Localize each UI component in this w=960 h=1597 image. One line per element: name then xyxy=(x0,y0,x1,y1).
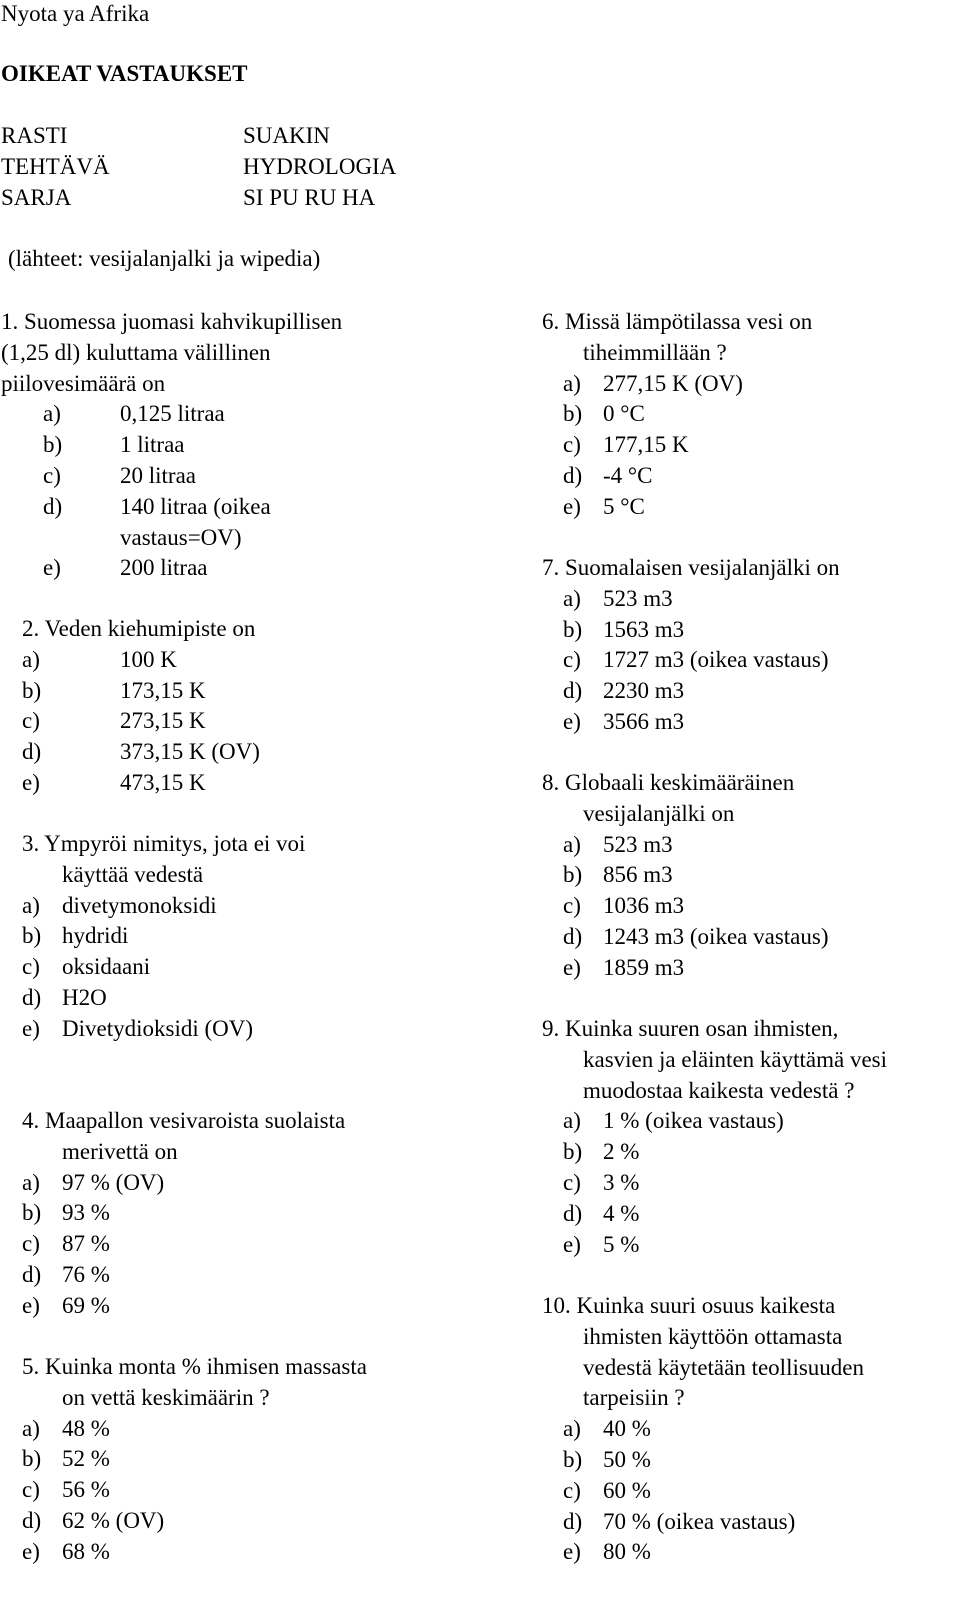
option-text: 140 litraa (oikea xyxy=(120,494,271,519)
option-letter: e) xyxy=(563,494,581,519)
question-10-text: vedestä käytetään teollisuuden xyxy=(583,1355,865,1380)
option-text: divetymonoksidi xyxy=(62,893,217,918)
question-10-text: ihmisten käyttöön ottamasta xyxy=(583,1324,843,1349)
option-text: 3 % xyxy=(603,1170,640,1195)
option-letter: a) xyxy=(563,1416,581,1441)
option-letter: a) xyxy=(43,401,61,426)
option-text: 50 % xyxy=(603,1447,651,1472)
option-text: 523 m3 xyxy=(603,832,673,857)
option-text: 523 m3 xyxy=(603,586,673,611)
option-letter: c) xyxy=(563,647,581,672)
option-letter: d) xyxy=(563,1201,583,1226)
option-letter: c) xyxy=(22,954,40,979)
option-letter: b) xyxy=(22,678,42,703)
option-letter: b) xyxy=(563,617,583,642)
option-text: 52 % xyxy=(62,1446,110,1471)
option-text: 80 % xyxy=(603,1539,651,1564)
option-text: 177,15 K xyxy=(603,432,689,457)
option-letter: c) xyxy=(22,1231,40,1256)
option-text: -4 °C xyxy=(603,463,653,488)
option-letter: b) xyxy=(563,1447,583,1472)
option-letter: a) xyxy=(22,1416,40,1441)
info-value-rasti: SUAKIN xyxy=(243,123,330,148)
info-label-tehtava: TEHTÄVÄ xyxy=(1,154,110,179)
info-value-tehtava: HYDROLOGIA xyxy=(243,154,397,179)
question-4-text: 4. Maapallon vesivaroista suolaista xyxy=(22,1108,346,1133)
option-letter: e) xyxy=(22,1539,40,1564)
option-text: 1563 m3 xyxy=(603,617,685,642)
sources-note: (lähteet: vesijalanjalki ja wipedia) xyxy=(8,246,321,271)
option-text: 68 % xyxy=(62,1539,110,1564)
question-3-text: 3. Ympyröi nimitys, jota ei voi xyxy=(22,831,306,856)
option-letter: e) xyxy=(563,955,581,980)
info-value-sarja: SI PU RU HA xyxy=(243,185,376,210)
question-5-text: 5. Kuinka monta % ihmisen massasta xyxy=(22,1354,367,1379)
option-letter: d) xyxy=(563,924,583,949)
question-1-text: 1. Suomessa juomasi kahvikupillisen xyxy=(1,309,343,334)
option-text: 93 % xyxy=(62,1200,110,1225)
option-letter: d) xyxy=(43,494,63,519)
question-7-text: 7. Suomalaisen vesijalanjälki on xyxy=(542,555,840,580)
option-text: 60 % xyxy=(603,1478,651,1503)
question-9-text: muodostaa kaikesta vedestä ? xyxy=(583,1078,855,1103)
option-text: oksidaani xyxy=(62,954,151,979)
option-letter: b) xyxy=(22,923,42,948)
option-letter: d) xyxy=(563,1509,583,1534)
info-label-sarja: SARJA xyxy=(1,185,72,210)
option-letter: c) xyxy=(563,893,581,918)
option-letter: b) xyxy=(563,401,583,426)
option-text: 70 % (oikea vastaus) xyxy=(603,1509,796,1534)
option-text: 273,15 K xyxy=(120,708,206,733)
option-letter: c) xyxy=(22,708,40,733)
option-text: 69 % xyxy=(62,1293,110,1318)
option-text: 76 % xyxy=(62,1262,110,1287)
option-letter: b) xyxy=(43,432,63,457)
option-text-continued: vastaus=OV) xyxy=(120,525,242,550)
option-text: 1 litraa xyxy=(120,432,185,457)
option-text: 2230 m3 xyxy=(603,678,685,703)
option-text: H2O xyxy=(62,985,107,1010)
question-6-text: tiheimmillään ? xyxy=(583,340,727,365)
option-letter: e) xyxy=(22,770,40,795)
option-text: 100 K xyxy=(120,647,177,672)
option-letter: d) xyxy=(563,463,583,488)
question-1-text: piilovesimäärä on xyxy=(1,371,166,396)
option-letter: a) xyxy=(22,1170,40,1195)
option-text: 4 % xyxy=(603,1201,640,1226)
option-letter: b) xyxy=(563,862,583,887)
option-text: 5 °C xyxy=(603,494,645,519)
option-letter: a) xyxy=(22,647,40,672)
option-text: Divetydioksidi (OV) xyxy=(62,1016,254,1041)
option-letter: e) xyxy=(43,555,61,580)
question-5-text: on vettä keskimäärin ? xyxy=(62,1385,270,1410)
option-text: 48 % xyxy=(62,1416,110,1441)
option-letter: e) xyxy=(563,1539,581,1564)
question-10-text: 10. Kuinka suuri osuus kaikesta xyxy=(542,1293,836,1318)
option-text: 473,15 K xyxy=(120,770,206,795)
option-text: 173,15 K xyxy=(120,678,206,703)
option-letter: a) xyxy=(563,371,581,396)
option-text: hydridi xyxy=(62,923,129,948)
option-letter: d) xyxy=(22,985,42,1010)
option-letter: b) xyxy=(22,1200,42,1225)
question-6-text: 6. Missä lämpötilassa vesi on xyxy=(542,309,813,334)
option-text: 1243 m3 (oikea vastaus) xyxy=(603,924,829,949)
question-9-text: kasvien ja eläinten käyttämä vesi xyxy=(583,1047,887,1072)
option-text: 277,15 K (OV) xyxy=(603,371,743,396)
option-letter: d) xyxy=(22,1262,42,1287)
option-text: 97 % (OV) xyxy=(62,1170,165,1195)
option-text: 40 % xyxy=(603,1416,651,1441)
info-label-rasti: RASTI xyxy=(1,123,68,148)
option-text: 200 litraa xyxy=(120,555,208,580)
question-8-text: vesijalanjälki on xyxy=(583,801,735,826)
option-text: 2 % xyxy=(603,1139,640,1164)
question-4-text: merivettä on xyxy=(62,1139,178,1164)
question-8-text: 8. Globaali keskimääräinen xyxy=(542,770,795,795)
option-letter: b) xyxy=(563,1139,583,1164)
option-letter: c) xyxy=(22,1477,40,1502)
option-letter: a) xyxy=(563,1108,581,1133)
option-letter: c) xyxy=(563,1170,581,1195)
option-letter: e) xyxy=(563,1232,581,1257)
option-text: 5 % xyxy=(603,1232,640,1257)
option-text: 373,15 K (OV) xyxy=(120,739,260,764)
option-letter: c) xyxy=(43,463,61,488)
option-letter: d) xyxy=(22,1508,42,1533)
option-letter: e) xyxy=(22,1293,40,1318)
option-text: 56 % xyxy=(62,1477,110,1502)
option-text: 856 m3 xyxy=(603,862,673,887)
option-text: 1859 m3 xyxy=(603,955,685,980)
option-text: 0,125 litraa xyxy=(120,401,225,426)
question-2-text: 2. Veden kiehumipiste on xyxy=(22,616,256,641)
option-letter: d) xyxy=(22,739,42,764)
option-text: 20 litraa xyxy=(120,463,196,488)
option-letter: c) xyxy=(563,432,581,457)
option-letter: e) xyxy=(22,1016,40,1041)
page-title: OIKEAT VASTAUKSET xyxy=(1,61,248,86)
option-text: 1727 m3 (oikea vastaus) xyxy=(603,647,829,672)
option-text: 0 °C xyxy=(603,401,645,426)
option-text: 3566 m3 xyxy=(603,709,685,734)
option-text: 1 % (oikea vastaus) xyxy=(603,1108,784,1133)
question-1-text: (1,25 dl) kuluttama välillinen xyxy=(1,340,271,365)
option-letter: b) xyxy=(22,1446,42,1471)
question-3-text: käyttää vedestä xyxy=(62,862,204,887)
option-text: 1036 m3 xyxy=(603,893,685,918)
question-10-text: tarpeisiin ? xyxy=(583,1385,685,1410)
question-9-text: 9. Kuinka suuren osan ihmisten, xyxy=(542,1016,839,1041)
header-subtitle: Nyota ya Afrika xyxy=(1,1,150,26)
option-letter: c) xyxy=(563,1478,581,1503)
option-text: 62 % (OV) xyxy=(62,1508,165,1533)
option-text: 87 % xyxy=(62,1231,110,1256)
option-letter: a) xyxy=(563,832,581,857)
option-letter: d) xyxy=(563,678,583,703)
option-letter: e) xyxy=(563,709,581,734)
option-letter: a) xyxy=(22,893,40,918)
option-letter: a) xyxy=(563,586,581,611)
